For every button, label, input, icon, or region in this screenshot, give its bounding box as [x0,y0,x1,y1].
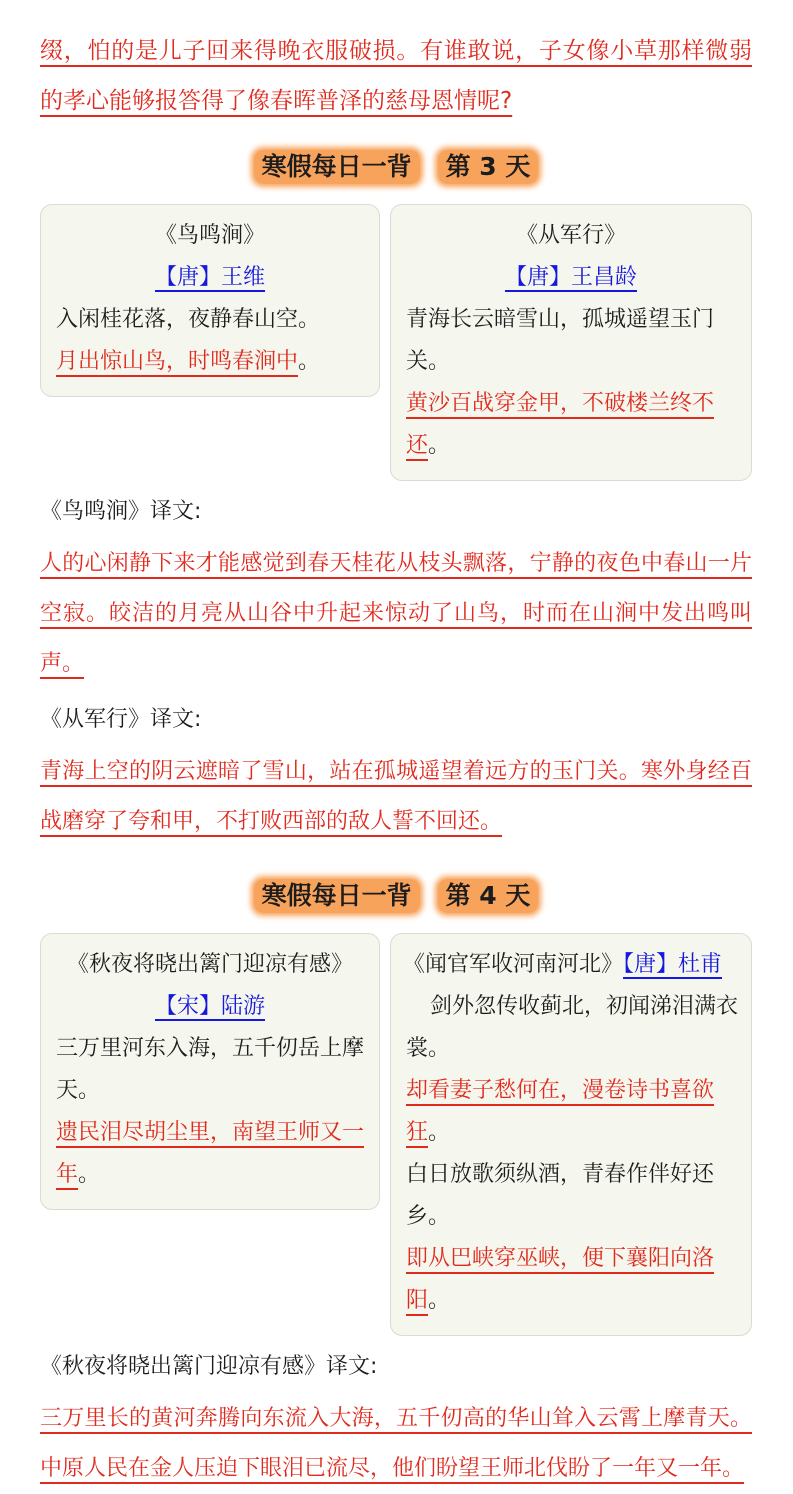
poem-author-row [53,986,367,1028]
poem-line-tail: 。 [78,1162,101,1187]
translation-paragraph [40,1394,752,1494]
poem-line [403,1070,739,1154]
day4-heading [40,879,752,913]
poem-title: 《秋夜将晓出篱门迎凉有感》 [66,952,353,977]
poem-line-highlighted: 黄沙百战穿金甲，不破楼兰终不还 [406,391,715,458]
poem-line [403,383,739,467]
translation-text: 青海上空的阴云遮暗了雪山，站在孤城遥望着远方的玉门关。寒外身经百战磨穿了夸和甲，不打败西部的敌人誓不回还。 [40,759,752,834]
intro-paragraph [40,26,752,126]
poem-author-link[interactable]: 【唐】王昌龄 [504,265,637,290]
translation-label: 《秋夜将晓出篱门迎凉有感》译文: [40,1354,378,1379]
poem-line-highlighted: 却看妻子愁何在，漫卷诗书喜欲狂 [406,1078,715,1145]
poem-author-row [53,257,367,299]
poem-author-row [403,257,739,299]
poem-line: 白日放歌须纵酒，青春作伴好还乡。 [406,1162,715,1229]
poem-line-highlighted: 即从巴峡穿巫峡，便下襄阳向洛阳 [406,1246,715,1313]
poem-line: 三万里河东入海，五千仞岳上摩天。 [56,1036,365,1103]
poem-line-highlighted: 遗民泪尽胡尘里，南望王师又一年 [56,1120,365,1187]
poem-author-link[interactable]: 【唐】杜甫 [623,952,723,977]
poem-line [403,1238,739,1322]
poem-line-tail: 。 [428,433,451,458]
translation-paragraph [40,539,752,689]
poem-line-tail: 。 [428,1120,451,1145]
poem-line: 剑外忽传收蓟北，初闻涕泪满衣裳。 [406,994,739,1061]
translation-label: 《从军行》译文: [40,707,202,732]
day4-poem-row [40,933,752,1336]
poem-title: 《闻官军收河南河北》 [403,952,624,977]
poem-title: 《从军行》 [515,223,626,248]
poem-author-link[interactable]: 【宋】陆游 [154,994,265,1019]
poem-card-congjunxing [390,204,752,481]
poem-line: 入闲桂花落，夜静春山空。 [56,307,321,332]
day4-heading-title-badge: 寒假每日一背 [254,879,420,913]
poem-line [53,1112,367,1196]
poem-line [53,341,367,383]
intro-text: 缀，怕的是儿子回来得晚衣服破损。有谁敢说，子女像小草那样微弱的孝心能够报答得了像春晖普泽的慈母恩情呢? [40,38,752,114]
poem-line-tail: 。 [298,349,321,374]
poem-line-highlighted: 月出惊山鸟，时鸣春涧中 [56,349,299,374]
poem-title: 《鸟鸣涧》 [154,223,265,248]
poem-line-tail: 。 [428,1288,451,1313]
translation-text: 人的心闲静下来才能感觉到春天桂花从枝头飘落，宁静的夜色中春山一片空寂。皎洁的月亮从山谷中升起来惊动了山鸟，时而在山涧中发出鸣叫声。 [40,551,752,676]
day3-poem-row [40,204,752,481]
day3-heading [40,150,752,184]
day4-heading-day-badge: 第 4 天 [438,879,539,913]
poem-card-niaomingjian [40,204,380,397]
translation-text: 三万里长的黄河奔腾向东流入大海，五千仞高的华山耸入云霄上摩青天。中原人民在金人压迫下眼泪已流尽，他们盼望王师北伐盼了一年又一年。 [40,1406,752,1481]
poem-line: 青海长云暗雪山，孤城遥望玉门关。 [406,307,715,374]
translation-label: 《鸟鸣涧》译文: [40,499,202,524]
day3-heading-title-badge: 寒假每日一背 [254,150,420,184]
translation-paragraph [40,747,752,847]
poem-card-qiuye [40,933,380,1210]
section-day4 [40,879,752,1494]
day3-heading-day-badge: 第 3 天 [438,150,539,184]
poem-card-wenguanjun [390,933,752,1336]
poem-title-author-row [403,944,739,986]
section-day3 [40,150,752,847]
poem-author-link[interactable]: 【唐】王维 [154,265,265,290]
